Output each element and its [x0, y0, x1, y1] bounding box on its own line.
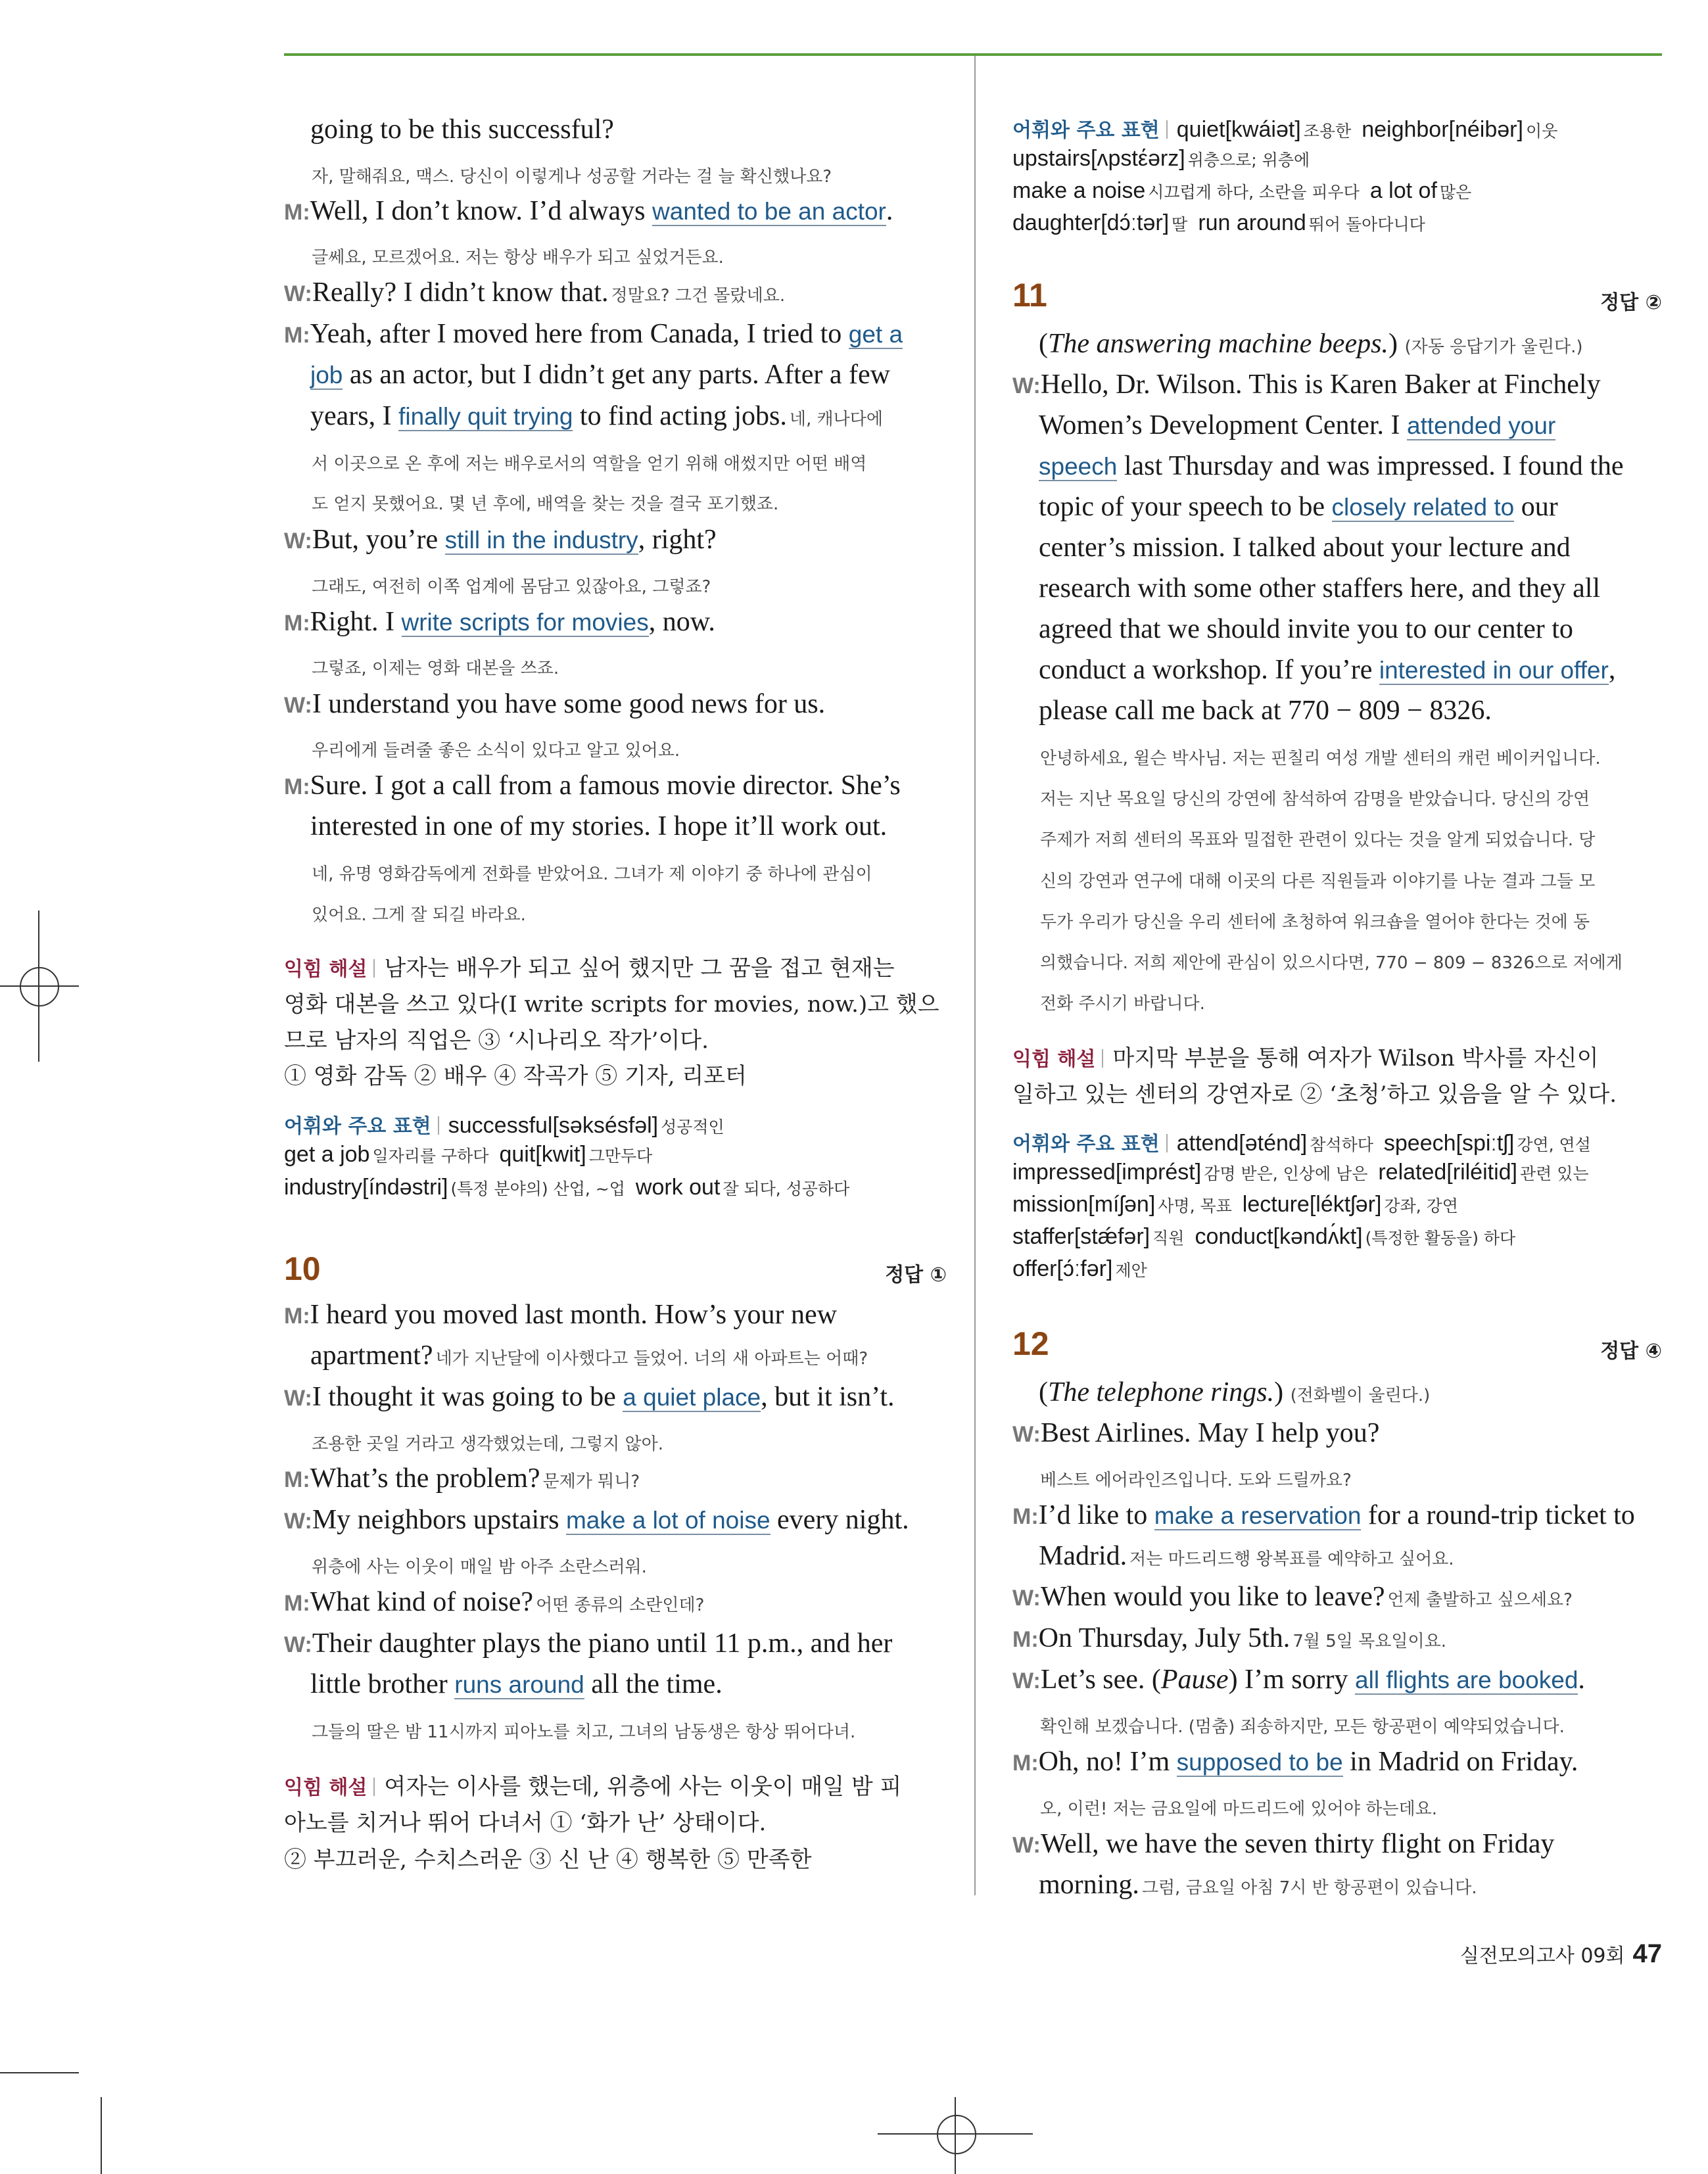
footer-title: 실전모의고사 09회 — [1459, 1945, 1625, 1968]
explanation-label: 익힘 해설 — [284, 1776, 368, 1799]
translation: 있어요. 그게 잘 되길 바라요. — [312, 905, 526, 925]
dialogue-line: W:My neighbors upstairs make a lot of noise every night. — [284, 1505, 909, 1535]
dialogue-line: interested in one of my stories. I hope it’ll work out. — [310, 811, 888, 841]
dialogue-line: W:Hello, Dr. Wilson. This is Karen Baker at Finchely — [1012, 369, 1601, 400]
dialogue-line: W:Best Airlines. May I help you? — [1012, 1418, 1380, 1448]
explanation: 익힘 해설 남자는 배우가 되고 싶어 했지만 그 꿈을 접고 현재는 — [284, 955, 895, 981]
column-divider — [974, 56, 976, 1895]
vocab-line: upstairs[ʌpstέərz] 위층으로; 위층에 — [1012, 146, 1310, 171]
vocab-line: offer[ɔ́ːfər] 제안 — [1012, 1256, 1147, 1281]
translation: 자, 말해줘요, 맥스. 당신이 이렇게나 성공할 거라는 걸 늘 확신했나요? — [312, 167, 832, 187]
explanation-line: 일하고 있는 센터의 강연자로 ② ‘초청’하고 있음을 알 수 있다. — [1012, 1081, 1617, 1108]
explanation-line: 아노를 치거나 뛰어 다녀서 ① ‘화가 난’ 상태이다. — [284, 1810, 767, 1836]
dialogue-line: M:Yeah, after I moved here from Canada, I tried to get a — [284, 319, 903, 349]
dialogue-line: job as an actor, but I didn’t get any parts. After a few — [310, 360, 890, 390]
dialogue-line: center’s mission. I talked about your lecture and — [1039, 532, 1571, 563]
question-number: 12 — [1012, 1325, 1049, 1362]
translation: 의했습니다. 저희 제안에 관심이 있으시다면, 770 − 809 − 8326으로 저에게 — [1040, 953, 1623, 973]
translation: 조용한 곳일 거라고 생각했었는데, 그렇지 않아. — [312, 1434, 664, 1454]
dialogue-line: research with some other staffers here, and they all — [1039, 573, 1601, 603]
dialogue-line: W:I thought it was going to be a quiet place, but it isn’t. — [284, 1382, 895, 1412]
crop-mark — [0, 2072, 79, 2073]
vocab-block: 어휘와 주요 표현 successful[səksésfəl] 성공적인 — [284, 1113, 724, 1138]
explanation-line: ② 부끄러운, 수치스러운 ③ 신 난 ④ 행복한 ⑤ 만족한 — [284, 1847, 812, 1873]
explanation-label: 익힘 해설 — [284, 958, 368, 981]
vocab-line: get a job 일자리를 구하다 quit[kwit] 그만두다 — [284, 1142, 653, 1167]
translation: 안녕하세요, 윌슨 박사님. 저는 핀칠리 여성 개발 센터의 캐런 베이커입니다. — [1040, 749, 1601, 768]
stage-direction: (The answering machine beeps.) (자동 응답기가 울린다.) — [1039, 329, 1583, 359]
vocab-label: 어휘와 주요 표현 — [1012, 1133, 1160, 1156]
dialogue-line: going to be this successful? — [310, 114, 614, 145]
key-phrase: get a — [848, 321, 903, 348]
vocab-block: 어휘와 주요 표현 quiet[kwáiət] 조용한 neighbor[néibər] 이웃 — [1012, 117, 1558, 142]
translation: 그렇죠, 이제는 영화 대본을 쓰죠. — [312, 659, 559, 678]
translation: 저는 지난 목요일 당신의 강연에 참석하여 감명을 받았습니다. 당신의 강연 — [1040, 790, 1590, 809]
key-phrase: supposed to be — [1176, 1749, 1343, 1776]
dialogue-line: Women’s Development Center. I attended your — [1039, 410, 1556, 440]
key-phrase: finally quit trying — [398, 403, 573, 430]
key-phrase: wanted to be an actor — [652, 198, 886, 225]
dialogue-line: morning. 그럼, 금요일 아침 7시 반 항공편이 있습니다. — [1039, 1870, 1477, 1900]
dialogue-line: M:What’s the problem? 문제가 뭐니? — [284, 1463, 640, 1494]
answer-key: 정답 ② — [1600, 291, 1662, 314]
dialogue-line: M:I’d like to make a reservation for a round-trip ticket to — [1012, 1500, 1635, 1530]
dialogue-line: conduct a workshop. If you’re interested in our offer, — [1039, 655, 1616, 685]
key-phrase: still in the industry — [444, 527, 638, 554]
dialogue-line: W:Really? I didn’t know that. 정말요? 그건 몰랐네요. — [284, 277, 786, 308]
dialogue-line: Madrid. 저는 마드리드행 왕복표를 예약하고 싶어요. — [1039, 1541, 1454, 1571]
dialogue-line: agreed that we should invite you to our center to — [1039, 614, 1573, 644]
key-phrase: write scripts for movies — [401, 609, 649, 636]
translation: 서 이곳으로 온 후에 저는 배우로서의 역할을 얻기 위해 애썼지만 어떤 배역 — [312, 454, 867, 474]
explanation-line: 므로 남자의 직업은 ③ ‘시나리오 작가’이다. — [284, 1028, 709, 1054]
dialogue-line: M:Well, I don’t know. I’d always wanted to be an actor. — [284, 196, 893, 226]
translation: 확인해 보겠습니다. (멈춤) 죄송하지만, 모든 항공편이 예약되었습니다. — [1040, 1717, 1565, 1737]
translation: 위층에 사는 이웃이 매일 밤 아주 소란스러워. — [312, 1557, 647, 1577]
explanation: 익힘 해설 마지막 부분을 통해 여자가 Wilson 박사를 자신이 — [1012, 1045, 1599, 1072]
vocab-line: staffer[stǽfər] 직원 conduct[kəndʌ́kt] (특정한 활동을) 하다 — [1012, 1224, 1516, 1249]
dialogue-line: W:Their daughter plays the piano until 11 p.m., and her — [284, 1628, 893, 1659]
translation: 신의 강연과 연구에 대해 이곳의 다른 직원들과 이야기를 나눈 결과 그들 모 — [1040, 872, 1596, 891]
top-rule — [284, 53, 1662, 56]
vocab-line: make a noise 시끄럽게 하다, 소란을 피우다 a lot of 많은 — [1012, 178, 1472, 203]
translation: 우리에게 들려줄 좋은 소식이 있다고 알고 있어요. — [312, 741, 680, 761]
answer-key: 정답 ① — [885, 1264, 947, 1287]
dialogue-line: M:On Thursday, July 5th. 7월 5일 목요일이요. — [1012, 1623, 1447, 1653]
vocab-line: daughter[dɔ́ːtər] 딸 run around 뛰어 돌아다니다 — [1012, 210, 1425, 235]
dialogue-line: W:I understand you have some good news for us. — [284, 689, 826, 719]
key-phrase: attended your — [1407, 412, 1556, 439]
translation: 그래도, 여전히 이쪽 업계에 몸담고 있잖아요, 그렇죠? — [312, 577, 711, 597]
key-phrase: job — [310, 362, 343, 389]
translation: 베스트 에어라인즈입니다. 도와 드릴까요? — [1040, 1471, 1352, 1490]
stage-direction: (The telephone rings.) (전화벨이 울린다.) — [1039, 1377, 1431, 1407]
vocab-label: 어휘와 주요 표현 — [284, 1115, 431, 1138]
translation: 도 얻지 못했어요. 몇 년 후에, 배역을 찾는 것을 결국 포기했죠. — [312, 494, 779, 514]
crop-mark — [101, 2097, 102, 2174]
dialogue-line: M:What kind of noise? 어떤 종류의 소란인데? — [284, 1587, 705, 1617]
key-phrase: a quiet place — [623, 1384, 761, 1411]
registration-mark — [20, 967, 59, 1006]
vocab-line: mission[míʃən] 사명, 목표 lecture[léktʃər] 강좌, 강연 — [1012, 1192, 1458, 1217]
explanation-line: 영화 대본을 쓰고 있다(I write scripts for movies, now.)고 했으 — [284, 991, 939, 1018]
dialogue-line: apartment? 네가 지난달에 이사했다고 들었어. 너의 새 아파트는 어때? — [310, 1340, 868, 1371]
explanation-line: ① 영화 감독 ② 배우 ④ 작곡가 ⑤ 기자, 리포터 — [284, 1063, 747, 1089]
key-phrase: interested in our offer — [1379, 657, 1609, 684]
dialogue-line: M:I heard you moved last month. How’s your new — [284, 1300, 838, 1330]
dialogue-line: topic of your speech to be closely related to our — [1039, 492, 1558, 522]
vocab-block: 어휘와 주요 표현 attend[əténd] 참석하다 speech[spiːtʃ] 강연, 연설 — [1012, 1131, 1591, 1156]
translation: 글쎄요, 모르겠어요. 저는 항상 배우가 되고 싶었거든요. — [312, 248, 724, 268]
question-number: 10 — [284, 1250, 321, 1287]
translation: 그들의 딸은 밤 11시까지 피아노를 치고, 그녀의 남동생은 항상 뛰어다녀. — [312, 1722, 856, 1742]
dialogue-line: M:Right. I write scripts for movies, now. — [284, 607, 715, 637]
dialogue-line: W:Let’s see. (Pause) I’m sorry all flights are booked. — [1012, 1665, 1585, 1695]
explanation: 익힘 해설 여자는 이사를 했는데, 위층에 사는 이웃이 매일 밤 피 — [284, 1774, 902, 1800]
dialogue-line: W:But, you’re still in the industry, right? — [284, 525, 717, 555]
dialogue-line: please call me back at 770 − 809 − 8326. — [1039, 696, 1492, 726]
key-phrase: runs around — [454, 1671, 584, 1698]
dialogue-line: speech last Thursday and was impressed. I found the — [1039, 451, 1624, 481]
dialogue-line: M:Oh, no! I’m supposed to be in Madrid on Friday. — [1012, 1747, 1578, 1777]
question-number: 11 — [1012, 277, 1047, 314]
dialogue-line: years, I finally quit trying to find acting jobs. 네, 캐나다에 — [310, 401, 883, 431]
translation: 두가 우리가 당신을 우리 센터에 초청하여 워크숍을 열어야 한다는 것에 동 — [1040, 912, 1590, 932]
page-footer — [1460, 1939, 1662, 1969]
answer-key: 정답 ④ — [1600, 1340, 1662, 1363]
dialogue-line: W:When would you like to leave? 언제 출발하고 싶으세요? — [1012, 1582, 1573, 1612]
dialogue-line: little brother runs around all the time. — [310, 1669, 723, 1699]
page-number: 47 — [1632, 1939, 1662, 1968]
vocab-line: industry[índəstri] (특정 분야의) 산업, ~업 work out 잘 되다, 성공하다 — [284, 1175, 850, 1200]
key-phrase: all flights are booked — [1355, 1666, 1578, 1693]
key-phrase: closely related to — [1331, 494, 1515, 521]
vocab-line: impressed[imprést] 감명 받은, 인상에 남은 related[riléitid] 관련 있는 — [1012, 1160, 1589, 1185]
vocab-label: 어휘와 주요 표현 — [1012, 119, 1160, 142]
translation: 네, 유명 영화감독에게 전화를 받았어요. 그녀가 제 이야기 중 하나에 관심이 — [312, 864, 872, 884]
dialogue-line: M:Sure. I got a call from a famous movie director. She’s — [284, 770, 901, 801]
translation: 전화 주시기 바랍니다. — [1040, 994, 1205, 1014]
key-phrase: make a reservation — [1154, 1502, 1362, 1529]
dialogue-line: W:Well, we have the seven thirty flight on Friday — [1012, 1829, 1555, 1859]
key-phrase: make a lot of noise — [565, 1507, 771, 1534]
translation: 주제가 저희 센터의 목표와 밀접한 관련이 있다는 것을 알게 되었습니다. 당 — [1040, 830, 1596, 850]
translation: 오, 이런! 저는 금요일에 마드리드에 있어야 하는데요. — [1040, 1799, 1437, 1819]
key-phrase: speech — [1039, 453, 1118, 480]
registration-mark — [937, 2115, 976, 2154]
explanation-label: 익힘 해설 — [1012, 1048, 1096, 1071]
